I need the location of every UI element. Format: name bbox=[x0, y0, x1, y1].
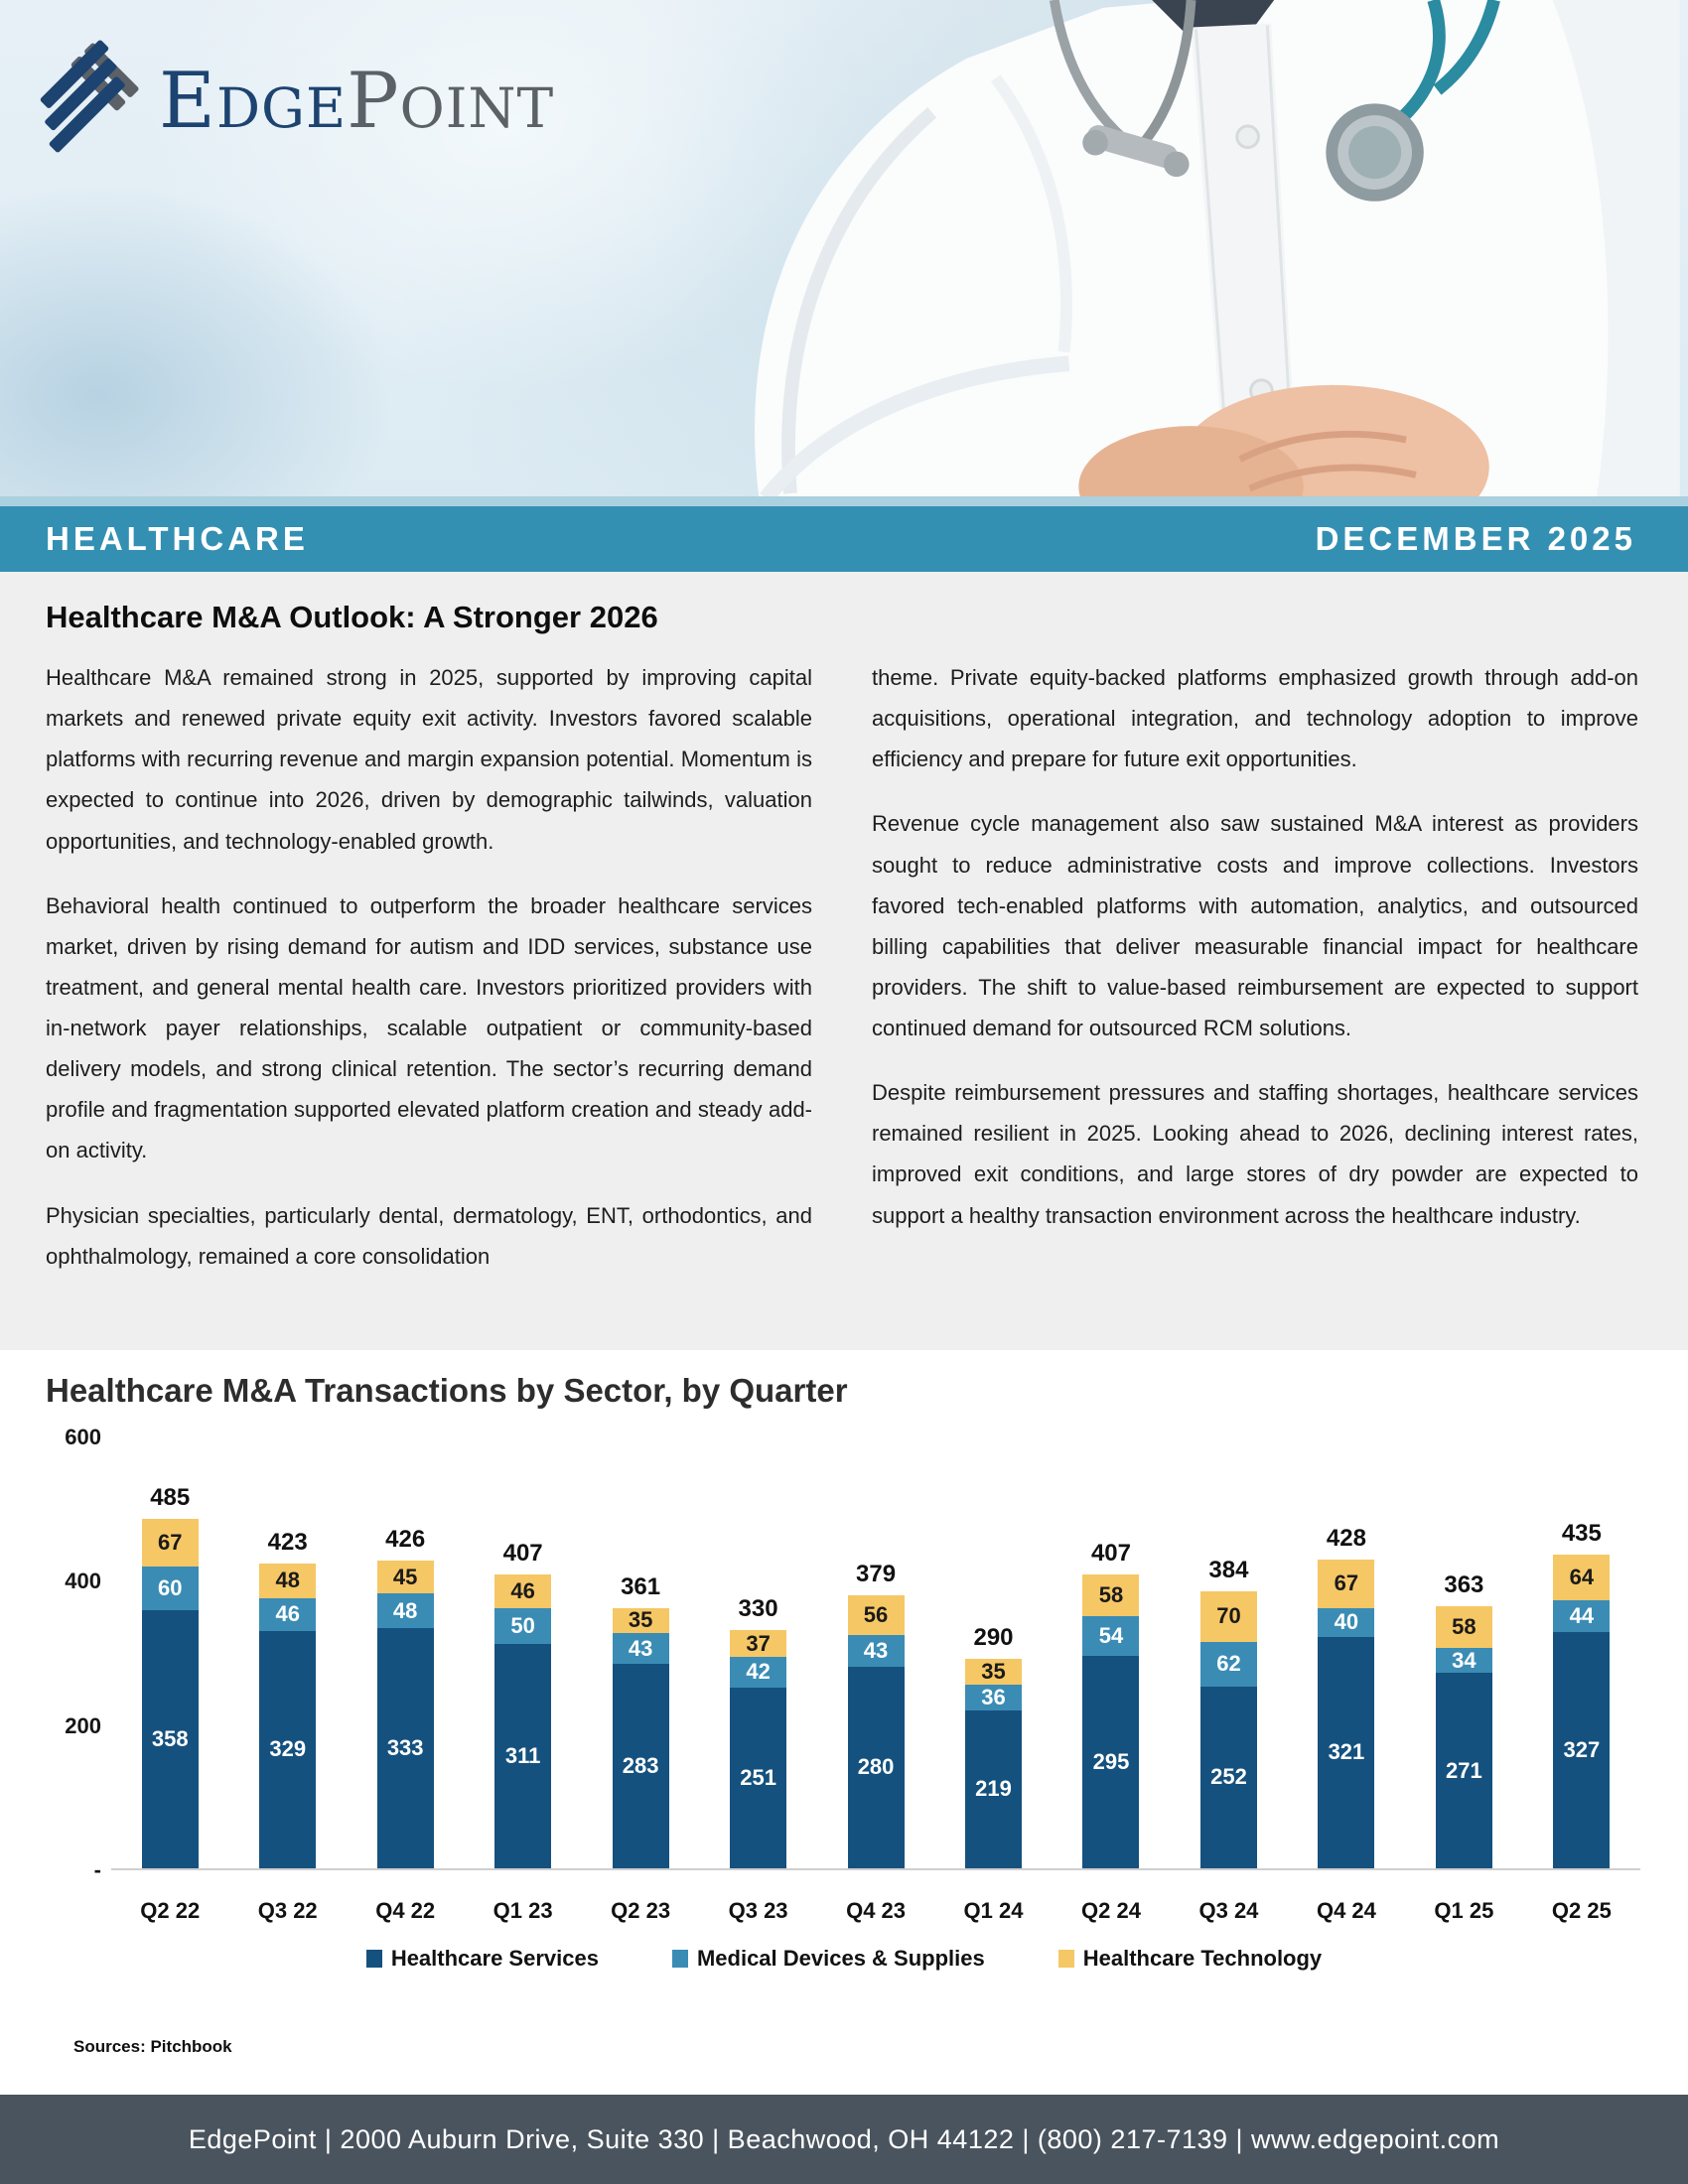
bar-segment bbox=[613, 1608, 669, 1633]
banner-section-label: HEALTHCARE bbox=[46, 520, 309, 557]
article-columns bbox=[0, 651, 1688, 1300]
bar-stack bbox=[259, 1564, 316, 1868]
logo-text-edge: Edge bbox=[159, 57, 348, 146]
x-axis-label: Q3 24 bbox=[1198, 1898, 1259, 1923]
chart-legend bbox=[0, 1946, 1688, 1972]
bar-segment-label: 64 bbox=[1569, 1565, 1595, 1590]
article-column-left bbox=[46, 657, 812, 1300]
x-axis-label: Q2 23 bbox=[611, 1898, 671, 1923]
bar-segment-label: 358 bbox=[151, 1725, 189, 1751]
bar-stack bbox=[730, 1630, 786, 1868]
bar-segment bbox=[259, 1598, 316, 1631]
bar-segment-label: 70 bbox=[1216, 1603, 1241, 1629]
bar-segment-label: 46 bbox=[275, 1601, 300, 1627]
bar-segment-label: 252 bbox=[1210, 1764, 1247, 1790]
legend-label: Medical Devices & Supplies bbox=[696, 1946, 985, 1971]
bar-segment-label: 54 bbox=[1098, 1623, 1124, 1649]
bar-segment-label: 283 bbox=[622, 1753, 659, 1779]
x-axis-label: Q1 23 bbox=[492, 1898, 553, 1923]
bar-segment bbox=[730, 1688, 786, 1868]
bar-segment-label: 37 bbox=[746, 1630, 771, 1656]
paragraph: theme. Private equity-backed platforms emphasized growth through add-on acquisitions, operational integration, and technology adoption to improve efficiency and prepare for future exit opportunities. bbox=[872, 665, 1638, 772]
bar-segment-label: 48 bbox=[275, 1568, 300, 1593]
bar-group bbox=[347, 1437, 464, 1868]
bar-segment bbox=[730, 1657, 786, 1688]
bar-total-label: 407 bbox=[1090, 1540, 1131, 1568]
chart-y-axis bbox=[30, 1425, 101, 1882]
bar-stack bbox=[142, 1519, 199, 1868]
legend-label: Healthcare Technology bbox=[1082, 1946, 1323, 1971]
bar-group bbox=[582, 1437, 699, 1868]
bar-segment bbox=[494, 1574, 551, 1607]
bar-segment bbox=[377, 1628, 434, 1868]
bar-segment-label: 321 bbox=[1328, 1739, 1365, 1765]
bar-stack bbox=[377, 1561, 434, 1868]
bar-segment-label: 329 bbox=[269, 1736, 307, 1762]
bar-stack bbox=[613, 1608, 669, 1868]
bar-segment bbox=[613, 1633, 669, 1664]
bar-segment bbox=[1082, 1616, 1139, 1655]
chart-title: Healthcare M&A Transactions by Sector, by Quarter bbox=[46, 1372, 848, 1409]
bar-segment bbox=[1318, 1637, 1374, 1868]
logo-text-point: Point bbox=[347, 57, 555, 146]
chart-x-axis bbox=[111, 1898, 1640, 1924]
bar-segment bbox=[848, 1667, 905, 1868]
bar-segment bbox=[1436, 1648, 1492, 1673]
bar-group bbox=[464, 1437, 581, 1868]
bar-segment bbox=[142, 1567, 199, 1610]
bar-total-label: 330 bbox=[738, 1595, 778, 1623]
bar-segment bbox=[1553, 1600, 1610, 1632]
legend-label: Healthcare Services bbox=[390, 1946, 599, 1971]
bar-segment bbox=[1553, 1632, 1610, 1868]
bar-segment bbox=[142, 1610, 199, 1868]
bar-total-label: 363 bbox=[1444, 1571, 1484, 1599]
x-axis-label: Q3 22 bbox=[257, 1898, 318, 1923]
bar-segment bbox=[1436, 1606, 1492, 1648]
bar-segment-label: 58 bbox=[1452, 1614, 1477, 1640]
x-axis-label: Q2 22 bbox=[140, 1898, 201, 1923]
bar-segment bbox=[848, 1595, 905, 1636]
bar-stack bbox=[1082, 1574, 1139, 1868]
x-axis-label: Q3 23 bbox=[728, 1898, 788, 1923]
bar-segment-label: 280 bbox=[857, 1754, 895, 1780]
legend-item bbox=[672, 1946, 985, 1972]
chart-plot bbox=[111, 1437, 1640, 1870]
bar-segment-label: 35 bbox=[981, 1659, 1006, 1685]
bar-group bbox=[111, 1437, 228, 1868]
bar-segment-label: 67 bbox=[157, 1529, 183, 1555]
bar-stack bbox=[1200, 1591, 1257, 1868]
article-title: Healthcare M&A Outlook: A Stronger 2026 bbox=[46, 600, 658, 634]
y-axis-label: 400 bbox=[65, 1569, 101, 1594]
bar-group bbox=[228, 1437, 346, 1868]
section-banner bbox=[0, 506, 1688, 572]
bar-segment-label: 333 bbox=[386, 1735, 424, 1761]
bar-segment bbox=[730, 1630, 786, 1657]
bar-segment-label: 48 bbox=[392, 1597, 418, 1623]
bar-total-label: 361 bbox=[621, 1572, 661, 1600]
bar-stack bbox=[1553, 1555, 1610, 1868]
bar-segment-label: 43 bbox=[628, 1635, 653, 1661]
bar-stack bbox=[848, 1595, 905, 1868]
paragraph: Despite reimbursement pressures and staffing shortages, healthcare services remained resilient in 2025. Looking ahead to 2026, declining interest rates, improved exit conditions, and large stores of dry powder are expected to support a healthy transaction environment across the healthcare industry. bbox=[872, 1080, 1638, 1228]
bar-segment-label: 219 bbox=[975, 1776, 1012, 1802]
bar-group bbox=[1170, 1437, 1287, 1868]
paragraph: Revenue cycle management also saw sustained M&A interest as providers sought to reduce administrative costs and improve collections. Investors favored tech-enabled platforms with automation, analytics, and outsourced billing capabilities that deliver measurable financial impact for healthcare providers. The shift to value-based reimbursement are expected to support continued demand for outsourced RCM solutions. bbox=[872, 811, 1638, 1040]
bar-group bbox=[934, 1437, 1052, 1868]
logo bbox=[38, 30, 554, 179]
bar-stack bbox=[1436, 1606, 1492, 1868]
bar-stack bbox=[494, 1574, 551, 1868]
bar-total-label: 423 bbox=[267, 1528, 308, 1556]
bar-segment-label: 251 bbox=[740, 1764, 776, 1790]
legend-swatch-icon bbox=[1058, 1950, 1074, 1968]
bar-total-label: 290 bbox=[973, 1624, 1014, 1652]
article-section bbox=[0, 572, 1688, 1350]
bar-segment bbox=[494, 1608, 551, 1644]
bar-segment bbox=[1436, 1673, 1492, 1868]
bar-segment bbox=[377, 1561, 434, 1593]
bar-segment bbox=[142, 1519, 199, 1568]
bar-segment-label: 311 bbox=[504, 1743, 541, 1768]
bar-segment-label: 50 bbox=[510, 1612, 535, 1638]
bar-segment bbox=[1082, 1574, 1139, 1616]
edgepoint-logo-icon bbox=[38, 30, 145, 179]
bar-segment-label: 36 bbox=[981, 1684, 1006, 1709]
x-axis-label: Q4 22 bbox=[375, 1898, 436, 1923]
bar-group bbox=[1288, 1437, 1405, 1868]
legend-swatch-icon bbox=[672, 1950, 688, 1968]
bar-group bbox=[1405, 1437, 1522, 1868]
bar-segment bbox=[259, 1564, 316, 1598]
footer-contact-text: EdgePoint | 2000 Auburn Drive, Suite 330 | Beachwood, OH 44122 | (800) 217-7139 | www.edgepoint.com bbox=[188, 2123, 1500, 2154]
bar-segment-label: 327 bbox=[1563, 1737, 1601, 1763]
bar-total-label: 407 bbox=[502, 1540, 543, 1568]
y-axis-label: 200 bbox=[65, 1712, 101, 1738]
bar-segment-label: 295 bbox=[1092, 1748, 1130, 1774]
banner-date-label: DECEMBER 2025 bbox=[1315, 520, 1636, 557]
bar-segment bbox=[965, 1659, 1022, 1684]
x-axis-label: Q2 24 bbox=[1081, 1898, 1141, 1923]
bar-total-label: 435 bbox=[1561, 1519, 1602, 1547]
bar-segment bbox=[259, 1631, 316, 1868]
bar-total-label: 485 bbox=[150, 1483, 191, 1511]
bar-segment-label: 46 bbox=[510, 1577, 535, 1603]
bar-segment bbox=[1200, 1591, 1257, 1642]
x-axis-label: Q1 24 bbox=[963, 1898, 1024, 1923]
bar-segment-label: 45 bbox=[392, 1564, 418, 1589]
bar-segment bbox=[848, 1635, 905, 1666]
bar-segment-label: 271 bbox=[1446, 1757, 1482, 1783]
y-axis-label: 600 bbox=[65, 1425, 101, 1449]
bar-segment bbox=[1082, 1656, 1139, 1868]
legend-swatch-icon bbox=[366, 1950, 382, 1968]
bar-segment bbox=[377, 1593, 434, 1628]
logo-wordmark bbox=[159, 57, 554, 146]
bar-segment-label: 44 bbox=[1569, 1603, 1595, 1629]
bar-segment-label: 58 bbox=[1098, 1582, 1124, 1608]
bar-segment-label: 34 bbox=[1452, 1647, 1477, 1673]
chart-source: Sources: Pitchbook bbox=[73, 2037, 232, 2056]
hero-photo-header bbox=[0, 0, 1688, 506]
chart-section bbox=[0, 1350, 1688, 2095]
legend-item bbox=[366, 1946, 599, 1972]
bar-segment bbox=[1200, 1687, 1257, 1868]
bar-segment bbox=[1200, 1642, 1257, 1687]
bar-segment bbox=[1318, 1608, 1374, 1637]
bar-stack bbox=[1318, 1560, 1374, 1868]
legend-item bbox=[1058, 1946, 1322, 1972]
bar-segment-label: 60 bbox=[157, 1575, 183, 1601]
bar-segment bbox=[1318, 1560, 1374, 1608]
bar-segment-label: 62 bbox=[1216, 1651, 1241, 1677]
doctor-photo bbox=[635, 0, 1688, 498]
bar-segment bbox=[613, 1664, 669, 1868]
bar-stack bbox=[965, 1659, 1022, 1868]
bar-total-label: 428 bbox=[1326, 1525, 1366, 1553]
x-axis-label: Q2 25 bbox=[1551, 1898, 1612, 1923]
bar-group bbox=[1053, 1437, 1170, 1868]
bar-group bbox=[699, 1437, 816, 1868]
bar-segment-label: 67 bbox=[1334, 1570, 1359, 1596]
bar-segment-label: 42 bbox=[746, 1659, 771, 1685]
bar-total-label: 384 bbox=[1208, 1556, 1249, 1583]
bar-segment-label: 40 bbox=[1334, 1609, 1359, 1635]
bar-segment bbox=[494, 1644, 551, 1868]
bar-group bbox=[1523, 1437, 1640, 1868]
x-axis-label: Q4 23 bbox=[846, 1898, 907, 1923]
bar-total-label: 426 bbox=[385, 1526, 426, 1554]
footer-bar bbox=[0, 2095, 1688, 2184]
x-axis-label: Q4 24 bbox=[1316, 1898, 1376, 1923]
article-column-right bbox=[872, 657, 1638, 1300]
bar-segment bbox=[1553, 1555, 1610, 1601]
bar-segment-label: 35 bbox=[628, 1607, 653, 1633]
paragraph: Healthcare M&A remained strong in 2025, supported by improving capital markets and renewed private equity exit activity. Investors favored scalable platforms with recurring revenue and margin expansion potential. Momentum is expected to continue into 2026, driven by demographic tailwinds, valuation opportunities, and technology-enabled growth. bbox=[46, 665, 812, 854]
hero-bottom-strip bbox=[0, 496, 1688, 506]
paragraph: Behavioral health continued to outperform the broader healthcare services market, driven by rising demand for autism and IDD services, substance use treatment, and general mental health care. Investors prioritized providers with in-network payer relationships, scalable outpatient or community-based delivery models, and strong clinical retention. The sector’s recurring demand profile and fragmentation supported elevated platform creation and steady add-on activity. bbox=[46, 892, 812, 1163]
bar-total-label: 379 bbox=[856, 1560, 897, 1587]
paragraph: Physician specialties, particularly dental, dermatology, ENT, orthodontics, and ophthalmology, remained a core consolidation bbox=[46, 1202, 812, 1269]
y-axis-label: - bbox=[93, 1857, 101, 1882]
bar-segment bbox=[965, 1685, 1022, 1710]
bar-segment-label: 43 bbox=[863, 1637, 889, 1663]
bar-group bbox=[817, 1437, 934, 1868]
bar-segment bbox=[965, 1710, 1022, 1868]
x-axis-label: Q1 25 bbox=[1434, 1898, 1494, 1923]
bar-segment-label: 56 bbox=[863, 1601, 889, 1627]
